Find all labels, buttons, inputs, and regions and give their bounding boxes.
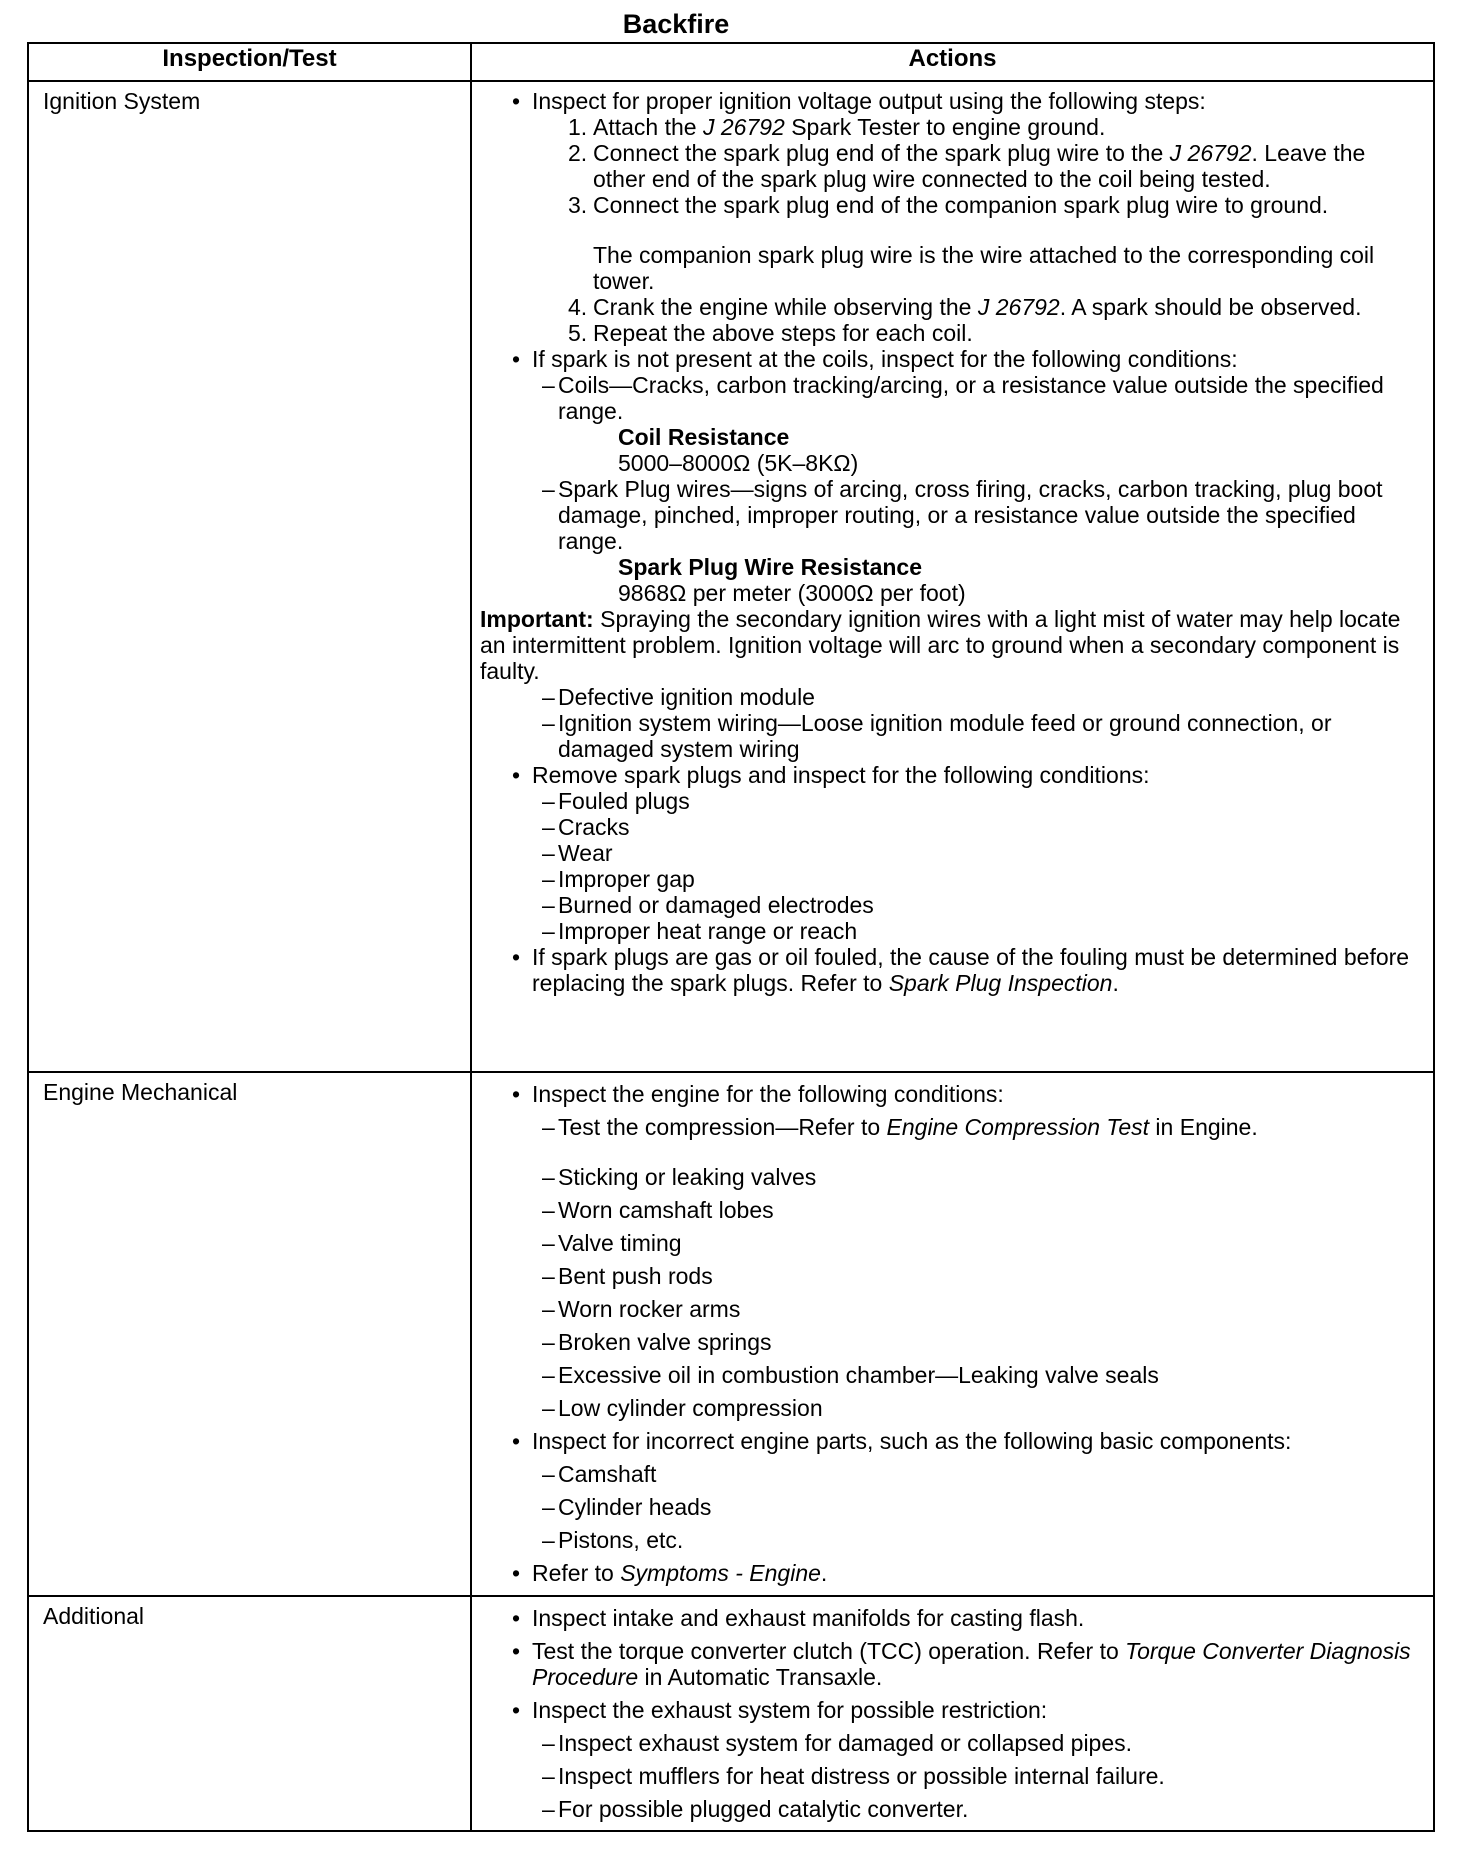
dash-item: – Wear (480, 840, 1419, 866)
dash-item: – Bent push rods (480, 1263, 1419, 1289)
dash-item: – Sticking or leaking valves (480, 1164, 1419, 1190)
bullet-item: • Inspect the exhaust system for possible restriction: (480, 1697, 1419, 1723)
step-item: 4. Crank the engine while observing the J 26792. A spark should be observed. (568, 294, 1362, 320)
table-row-ignition (28, 81, 1434, 1072)
dash-item: – Inspect exhaust system for damaged or collapsed pipes. (480, 1730, 1419, 1756)
bullet-item: • If spark is not present at the coils, inspect for the following conditions: (480, 346, 1419, 372)
dash-item: – Spark Plug wires—signs of arcing, cross firing, cracks, carbon tracking, plug boot damage, pinched, improper routing, or a resistance value outside the specified range. (480, 476, 1419, 554)
dash-item: – Cracks (480, 814, 1419, 840)
header-inspection: Inspection/Test (28, 43, 471, 81)
dash-item: – Worn rocker arms (480, 1296, 1419, 1322)
table-row-engine (28, 1072, 1434, 1596)
step-note: The companion spark plug wire is the wire attached to the corresponding coil tower. (593, 242, 1375, 294)
inspection-label-additional: Additional (28, 1596, 471, 1831)
spec-heading: Spark Plug Wire Resistance (618, 554, 923, 580)
dash-item: – For possible plugged catalytic converter. (480, 1796, 1419, 1822)
bullet-item: • Inspect for incorrect engine parts, such as the following basic components: (480, 1428, 1419, 1454)
spec-value: 9868Ω per meter (3000Ω per foot) (618, 580, 966, 606)
step-item: 5. Repeat the above steps for each coil. (568, 320, 973, 346)
table-row-additional (28, 1596, 1434, 1831)
bullet-item: • Inspect for proper ignition voltage output using the following steps: (480, 88, 1419, 114)
bullet-item: • If spark plugs are gas or oil fouled, the cause of the fouling must be determined before replacing the spark plugs. Refer to Spark Plug Inspection. (480, 944, 1419, 996)
dash-item: – Valve timing (480, 1230, 1419, 1256)
step-item: 2. Connect the spark plug end of the spark plug wire to the J 26792. Leave the other end of the spark plug wire connected to the coil being tested. (568, 140, 1366, 192)
page-title: Backfire (622, 9, 730, 39)
important-note: Important: Spraying the secondary ignition wires with a light mist of water may help locate an intermittent problem. Ignition voltage will arc to ground when a secondary component is faulty. (480, 606, 1401, 684)
inspection-label-engine: Engine Mechanical (28, 1072, 471, 1596)
dash-item: – Inspect mufflers for heat distress or possible internal failure. (480, 1763, 1419, 1789)
header-actions: Actions (471, 43, 1434, 81)
actions-additional (471, 1596, 1434, 1831)
dash-item: – Cylinder heads (480, 1494, 1419, 1520)
dash-item: – Low cylinder compression (480, 1395, 1419, 1421)
step-item: 1. Attach the J 26792 Spark Tester to engine ground. (568, 114, 1106, 140)
spec-value: 5000–8000Ω (5K–8KΩ) (618, 450, 859, 476)
bullet-item: • Refer to Symptoms - Engine. (480, 1560, 1419, 1586)
dash-item: – Worn camshaft lobes (480, 1197, 1419, 1223)
dash-item: – Camshaft (480, 1461, 1419, 1487)
bullet-item: • Inspect the engine for the following conditions: (480, 1081, 1419, 1107)
backfire-table (27, 42, 1435, 1832)
bullet-item: • Test the torque converter clutch (TCC) operation. Refer to Torque Converter Diagnosis Procedure in Automatic Transaxle. (480, 1638, 1419, 1690)
dash-item: – Ignition system wiring—Loose ignition module feed or ground connection, or damaged system wiring (480, 710, 1419, 762)
dash-item: – Test the compression—Refer to Engine Compression Test in Engine. (480, 1114, 1419, 1140)
inspection-label-ignition: Ignition System (28, 81, 471, 1072)
dash-item: – Defective ignition module (480, 684, 1419, 710)
spec-heading: Coil Resistance (618, 424, 790, 450)
dash-item: – Coils—Cracks, carbon tracking/arcing, or a resistance value outside the specified range. (480, 372, 1419, 424)
bullet-item: • Inspect intake and exhaust manifolds for casting flash. (480, 1605, 1419, 1631)
reference-link: Spark Plug Inspection (888, 970, 1113, 996)
bullet-item: • Remove spark plugs and inspect for the following conditions: (480, 762, 1419, 788)
dash-item: – Improper heat range or reach (480, 918, 1419, 944)
actions-ignition (471, 81, 1434, 1072)
dash-item: – Burned or damaged electrodes (480, 892, 1419, 918)
dash-item: – Pistons, etc. (480, 1527, 1419, 1553)
step-item: 3. Connect the spark plug end of the companion spark plug wire to ground. (568, 192, 1329, 218)
dash-item: – Broken valve springs (480, 1329, 1419, 1355)
header-row (28, 43, 1434, 81)
dash-item: – Improper gap (480, 866, 1419, 892)
dash-item: – Excessive oil in combustion chamber—Leaking valve seals (480, 1362, 1419, 1388)
actions-engine (471, 1072, 1434, 1596)
dash-item: – Fouled plugs (480, 788, 1419, 814)
